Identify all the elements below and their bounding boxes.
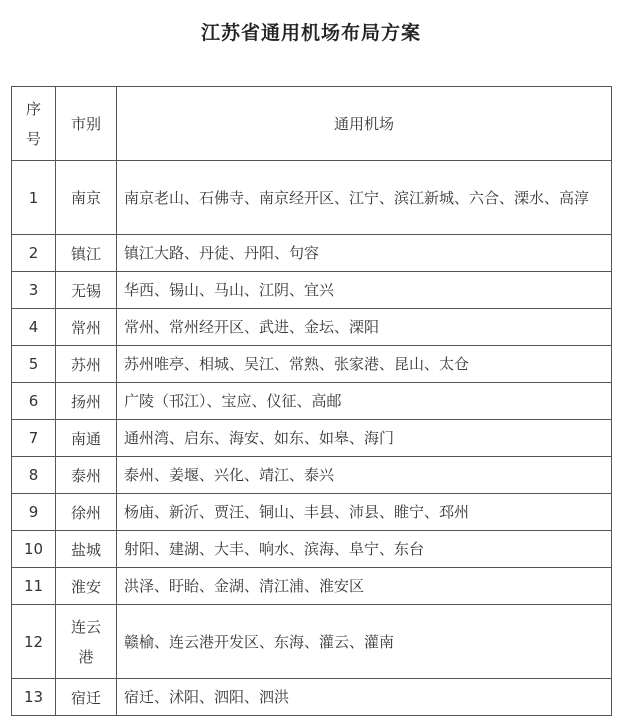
row-city: 苏州 [56, 346, 117, 383]
row-airports: 射阳、建湖、大丰、响水、滨海、阜宁、东台 [117, 531, 612, 568]
row-city: 无锡 [56, 272, 117, 309]
row-airports: 杨庙、新沂、贾汪、铜山、丰县、沛县、睢宁、邳州 [117, 494, 612, 531]
row-city: 南京 [56, 161, 117, 235]
row-city: 镇江 [56, 235, 117, 272]
row-num: 6 [12, 383, 56, 420]
header-city: 市别 [56, 87, 117, 161]
row-airports: 赣榆、连云港开发区、东海、灌云、灌南 [117, 605, 612, 679]
row-num: 13 [12, 679, 56, 716]
table-row [12, 309, 612, 346]
table-row [12, 346, 612, 383]
row-num: 10 [12, 531, 56, 568]
row-airports: 常州、常州经开区、武进、金坛、溧阳 [117, 309, 612, 346]
table-row [12, 457, 612, 494]
row-airports: 广陵（邗江）、宝应、仪征、高邮 [117, 383, 612, 420]
row-airports: 镇江大路、丹徒、丹阳、句容 [117, 235, 612, 272]
table-row [12, 420, 612, 457]
row-airports: 洪泽、盱眙、金湖、清江浦、淮安区 [117, 568, 612, 605]
row-city: 南通 [56, 420, 117, 457]
header-num: 序号 [12, 87, 56, 161]
row-airports: 宿迁、沭阳、泗阳、泗洪 [117, 679, 612, 716]
table-row [12, 494, 612, 531]
row-city: 泰州 [56, 457, 117, 494]
row-city: 淮安 [56, 568, 117, 605]
airport-table [11, 86, 612, 716]
row-num: 8 [12, 457, 56, 494]
table-row [12, 272, 612, 309]
row-city: 徐州 [56, 494, 117, 531]
row-num: 3 [12, 272, 56, 309]
row-airports: 泰州、姜堰、兴化、靖江、泰兴 [117, 457, 612, 494]
row-num: 2 [12, 235, 56, 272]
row-airports: 华西、锡山、马山、江阴、宜兴 [117, 272, 612, 309]
row-airports: 通州湾、启东、海安、如东、如皋、海门 [117, 420, 612, 457]
table-row [12, 531, 612, 568]
page-title: 江苏省通用机场布局方案 [200, 22, 421, 44]
row-city: 宿迁 [56, 679, 117, 716]
table-row [12, 235, 612, 272]
row-city: 盐城 [56, 531, 117, 568]
row-city: 常州 [56, 309, 117, 346]
row-num: 12 [12, 605, 56, 679]
row-city: 扬州 [56, 383, 117, 420]
row-num: 5 [12, 346, 56, 383]
row-airports: 南京老山、石佛寺、南京经开区、江宁、滨江新城、六合、溧水、高淳 [117, 161, 612, 235]
table-row [12, 605, 612, 679]
row-city: 连云港 [56, 605, 117, 679]
row-airports: 苏州唯亭、相城、吴江、常熟、张家港、昆山、太仓 [117, 346, 612, 383]
table-row [12, 383, 612, 420]
header-airports: 通用机场 [117, 87, 612, 161]
row-num: 11 [12, 568, 56, 605]
table-row [12, 568, 612, 605]
row-num: 1 [12, 161, 56, 235]
row-num: 7 [12, 420, 56, 457]
table-row [12, 161, 612, 235]
row-num: 4 [12, 309, 56, 346]
table-row [12, 679, 612, 716]
table-header-row [12, 87, 612, 161]
row-num: 9 [12, 494, 56, 531]
